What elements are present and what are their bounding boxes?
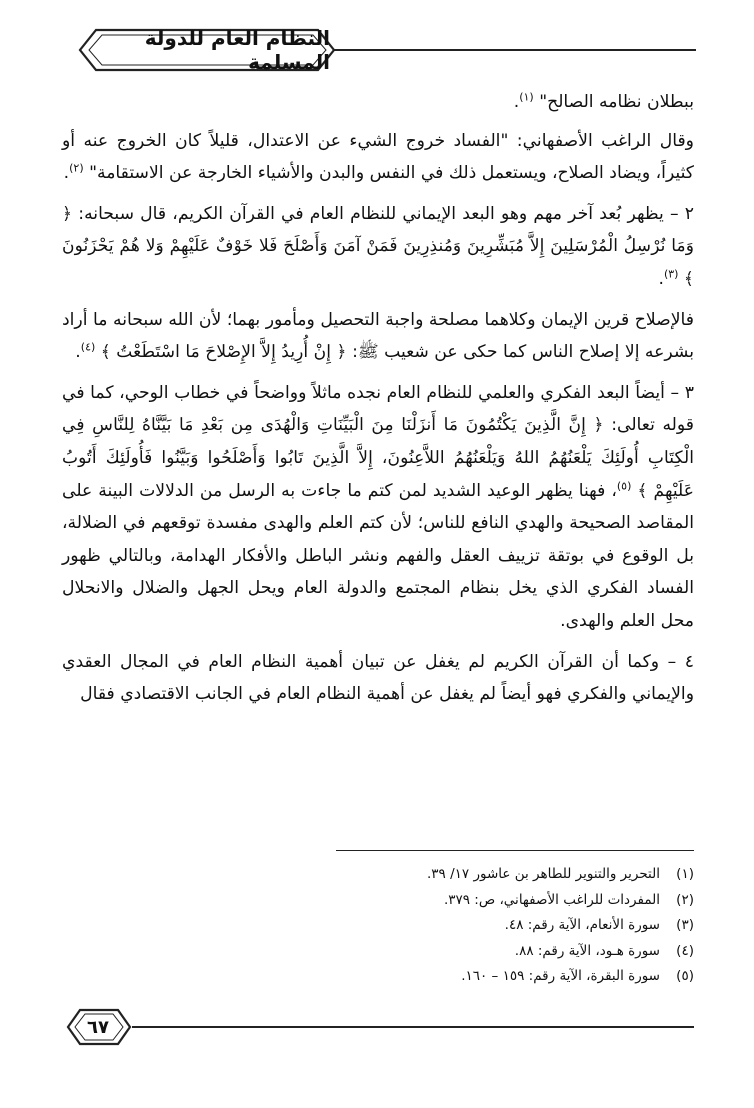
footnote-number: (١)	[676, 866, 694, 882]
footnote-1	[300, 862, 694, 888]
footnote-text: سورة هـود، الآية رقم: ٨٨.	[514, 942, 660, 959]
p1-text: ببطلان نظامه الصالح"	[539, 92, 694, 112]
footnote-number: (٥)	[676, 968, 694, 984]
footnote-ref-4: (٤)	[80, 340, 96, 354]
p3-intro: ٢ – يظهر بُعد آخر مهم وهو البعد الإيماني للنظام العام في القرآن الكريم، قال سبحانه:	[78, 203, 695, 224]
footnote-2	[300, 888, 694, 914]
page-number: ٦٧	[87, 1016, 109, 1038]
quran-verse-3: ﴿ وَمَا نُرْسِلُ الْمُرْسَلِينَ إِلاَّ مُبَشِّرِينَ وَمُنذِرِينَ فَمَنْ آمَنَ وَأَصْلَحَ فَلا خَوْفٌ عَلَيْهِمْ وَلا هُمْ يَحْزَنُونَ ﴾	[62, 203, 694, 289]
paragraph-2: وقال الراغب الأصفهاني: "الفساد خروج الشيء عن الاعتدال، قليلاً كان الخروج عنه أو كثيراً، ويضاد الصلاح، ويستعمل ذلك في النفس والبدن والأشياء الخارجة عن الاستقامة" $^{(٢)}$.	[62, 130, 694, 184]
p2-text: وقال الراغب الأصفهاني: "الفساد خروج الشيء عن الاعتدال، قليلاً كان الخروج عنه أو كثيراً، ويضاد الصلاح، ويستعمل ذلك في النفس والبدن والأشياء الخارجة عن الاستقامة"	[62, 130, 694, 184]
p5-rest: ، فهنا يظهر الوعيد الشديد لمن كتم ما جاءت به الرسل من الدلالات البينة على المقاصد الصحيحة والهدي النافع للناس؛ لأن كتم العلم والهدى مفسدة توقعهم في الضلالة، بل الوقوع في بوتقة تزييف العقل والفهم ونشر الباطل والأفكار الهدامة، وبالتالي ظهور الفساد الفكري الذي يخل بنظام المجتمع والدولة العام ويحل الجهل والضلال والانحلال محل العلم والهدى.	[62, 480, 694, 631]
footnote-number: (٢)	[676, 891, 694, 908]
footnote-number: (٤)	[676, 942, 694, 959]
running-header	[0, 22, 754, 82]
footnote-5	[300, 964, 694, 990]
header-title: النظام العام للدولة المسلمة	[144, 26, 330, 74]
paragraph-1	[62, 86, 694, 119]
footnote-ref-1: (١)	[519, 90, 534, 104]
footnote-text: المفردات للراغب الأصفهاني، ص: ٣٧٩.	[443, 891, 660, 908]
p5-intro: ٣ – أيضاً البعد الفكري والعلمي للنظام العام نجده ماثلاً وواضحاً في خطاب الوحي، كما في قوله تعالى:	[62, 382, 694, 436]
p4-text: فالإصلاح قرين الإيمان وكلاهما مصلحة واجبة التحصيل ومأمور بهما؛ لأن الله سبحانه ما أراد بشرعه إلا إصلاح الناس كما حكى عن شعيب ﷺ:	[62, 309, 694, 363]
paragraph-5	[62, 377, 694, 638]
paragraph-6	[62, 646, 694, 711]
p6-text: ٤ – وكما أن القرآن الكريم لم يغفل عن تبيان أهمية النظام العام في المجال العقدي والإيماني والفكري فهو أيضاً لم يغفل عن أهمية النظام العام في الجانب الاقتصادي فقال	[62, 651, 694, 705]
footnote-ref-2: (٢)	[69, 161, 84, 175]
page-footer	[0, 1004, 754, 1050]
footnote-ref-3: (٣)	[663, 267, 679, 281]
footnote-text: سورة الأنعام، الآية رقم: ٤٨.	[504, 917, 660, 933]
footnote-text: سورة البقرة، الآية رقم: ١٥٩ – ١٦٠.	[461, 968, 660, 984]
footnote-ref-5: (٥)	[616, 478, 632, 492]
quran-verse-4: ﴿ إِنْ أُرِيدُ إِلاَّ الإِصْلاحَ مَا اسْتَطَعْتُ ﴾	[100, 342, 347, 363]
footnote-text: التحرير والتنوير للطاهر بن عاشور ١٧/ ٣٩.	[427, 866, 660, 882]
footnote-number: (٣)	[676, 917, 694, 933]
footnote-4	[300, 939, 694, 965]
footnote-3	[300, 913, 694, 939]
paragraph-3: ٢ – يظهر بُعد آخر مهم وهو البعد الإيماني للنظام العام في القرآن الكريم، قال سبحانه: ﴿ وَمَا نُرْسِلُ الْمُرْسَلِينَ إِلاَّ مُبَشِّرِينَ وَمُنذِرِينَ فَمَنْ آمَنَ وَأَصْلَحَ فَلا خَوْفٌ عَلَيْهِمْ وَلا هُمْ يَحْزَنُونَ ﴾ $^{(٣)}$.	[62, 203, 695, 289]
paragraph-4: فالإصلاح قرين الإيمان وكلاهما مصلحة واجبة التحصيل ومأمور بهما؛ لأن الله سبحانه ما أراد بشرعه إلا إصلاح الناس كما حكى عن شعيب ﷺ: ﴿ إِنْ أُرِيدُ إِلاَّ الإِصْلاحَ مَا اسْتَطَعْتُ ﴾ $^{(٤)}$.	[62, 309, 694, 363]
p1-period: .	[513, 92, 520, 112]
quran-verse-5: ﴿ إِنَّ الَّذِينَ يَكْتُمُونَ مَا أَنزَلْنَا مِنَ الْبَيِّنَاتِ وَالْهُدَى مِن بَعْدِ مَا بَيَّنَّاهُ لِلنَّاسِ فِي الْكِتَابِ أُولَئِكَ يَلْعَنُهُمُ اللهُ وَيَلْعَنُهُمُ اللاَّعِنُونَ، إِلاَّ الَّذِينَ تَابُوا وَأَصْلَحُوا وَبَيَّنُوا فَأُولَئِكَ أَتُوبُ عَلَيْهِمْ ﴾	[62, 415, 695, 501]
footnote-separator	[336, 850, 694, 851]
body-text	[62, 86, 694, 717]
footnotes	[300, 862, 694, 990]
